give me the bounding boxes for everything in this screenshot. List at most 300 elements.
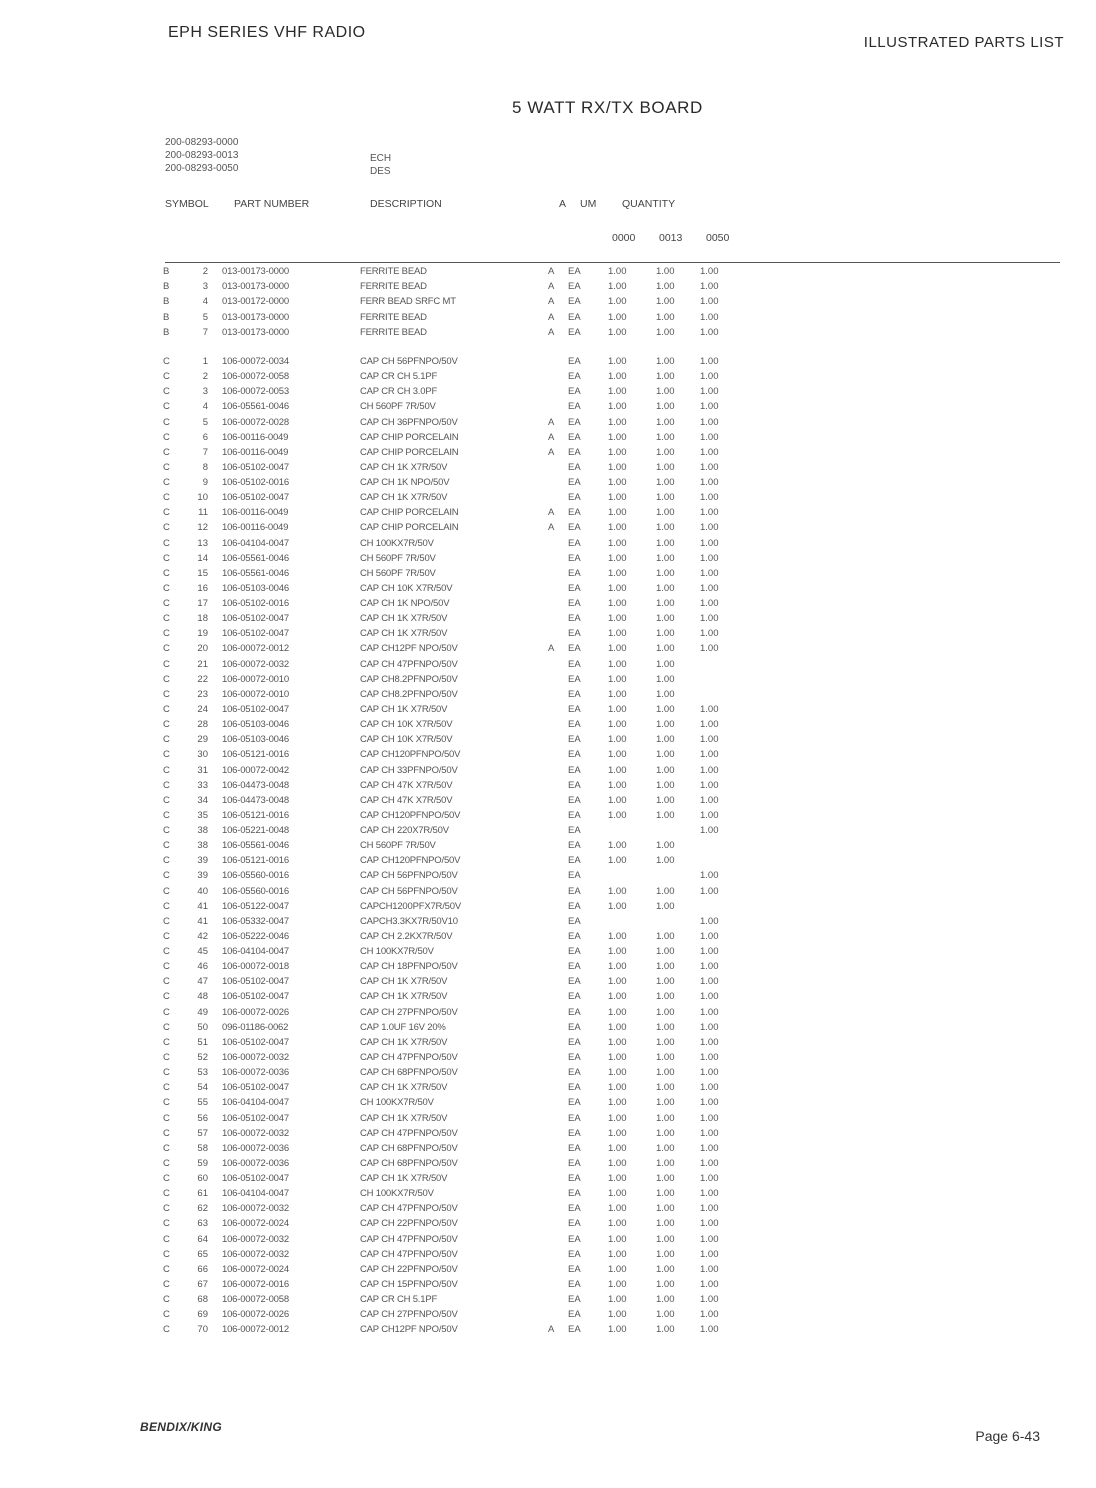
cell-part-number: 106-05103-0046 [222,582,289,594]
cell-qty-0013: 1.00 [656,1157,675,1169]
cell-part-number: 106-00072-0028 [222,416,289,428]
cell-ref-number: 33 [197,779,208,791]
cell-qty-0013: 1.00 [656,567,675,579]
table-row [0,765,1096,777]
cell-unit: EA [568,598,581,610]
cell-symbol: C [163,1309,170,1321]
cell-symbol: C [163,703,170,715]
cell-ref-number: 20 [197,643,208,655]
cell-description: CAP CH 56PFNPO/50V [360,885,458,897]
cell-part-number: 106-00072-0010 [222,688,289,700]
cell-qty-0000: 1.00 [608,386,627,398]
cell-part-number: 106-05560-0016 [222,870,289,882]
cell-qty-0000: 1.00 [608,734,627,746]
cell-symbol: C [163,1278,170,1290]
cell-part-number: 106-00072-0036 [222,1067,289,1079]
cell-qty-0050: 1.00 [700,1324,719,1336]
cell-qty-0000: 1.00 [608,552,627,564]
cell-part-number: 106-05561-0046 [222,567,289,579]
cell-qty-0050: 1.00 [700,779,719,791]
table-row [0,1294,1096,1306]
cell-part-number: 106-00072-0036 [222,1157,289,1169]
cell-part-number: 106-00072-0058 [222,1294,289,1306]
cell-qty-0000: 1.00 [608,1082,627,1094]
cell-ref-number: 66 [197,1263,208,1275]
cell-ref-number: 62 [197,1203,208,1215]
cell-qty-0000: 1.00 [608,1067,627,1079]
cell-unit: EA [568,749,581,761]
cell-part-number: 106-00072-0026 [222,1309,289,1321]
cell-qty-0013: 1.00 [656,840,675,852]
cell-symbol: C [163,1006,170,1018]
cell-part-number: 106-00072-0018 [222,961,289,973]
cell-symbol: C [163,1127,170,1139]
cell-symbol: C [163,688,170,700]
cell-unit: EA [568,1142,581,1154]
cell-ref-number: 54 [197,1082,208,1094]
cell-ref-number: 3 [202,281,208,293]
cell-part-number: 106-04473-0048 [222,779,289,791]
cell-description: CAP CH 56PFNPO/50V [360,356,458,367]
cell-qty-0050: 1.00 [700,401,719,413]
cell-part-number: 106-00116-0049 [222,522,289,534]
cell-part-number: 106-05102-0047 [222,628,289,640]
cell-ref-number: 55 [197,1097,208,1109]
cell-qty-0050: 1.00 [700,552,719,564]
cell-qty-0000: 1.00 [608,613,627,625]
cell-qty-0050: 1.00 [700,794,719,806]
cell-description: CAP CH 1K X7R/50V [360,1112,448,1124]
cell-qty-0000: 1.00 [608,1006,627,1018]
cell-part-number: 106-05121-0016 [222,749,289,761]
cell-qty-0013: 1.00 [656,477,675,489]
cell-qty-0050: 1.00 [700,1278,719,1290]
cell-ref-number: 50 [197,1021,208,1033]
cell-description: CAP CH 1K NPO/50V [360,477,450,489]
cell-ref-number: 13 [197,537,208,549]
col-header-a: A [559,198,567,210]
cell-symbol: C [163,461,170,473]
cell-description: CAP CH 220X7R/50V [360,825,449,837]
cell-qty-0050: 1.00 [700,1021,719,1033]
cell-symbol: C [163,643,170,655]
cell-part-number: 106-05102-0047 [222,461,289,473]
cell-qty-0050: 1.00 [700,628,719,640]
cell-qty-0000: 1.00 [608,416,627,428]
cell-qty-0000: 1.00 [608,688,627,700]
cell-unit: EA [568,537,581,549]
cell-qty-0050: 1.00 [700,431,719,443]
cell-qty-0050: 1.00 [700,764,719,776]
board-title: 5 WATT RX/TX BOARD [512,98,703,117]
cell-unit: EA [568,1188,581,1200]
cell-qty-0050: 1.00 [700,477,719,489]
cell-unit: EA [568,840,581,852]
table-row [0,296,1096,308]
cell-part-number: 106-00072-0053 [222,386,289,398]
cell-qty-0013: 1.00 [656,266,675,277]
cell-unit: EA [568,507,581,519]
cell-qty-0000: 1.00 [608,1248,627,1260]
cell-qty-0050: 1.00 [700,719,719,731]
cell-description: CAP CH 1K X7R/50V [360,1082,448,1094]
cell-part-number: 013-00173-0000 [222,281,289,293]
cell-unit: EA [568,1006,581,1018]
cell-ref-number: 51 [197,1036,208,1048]
cell-qty-0050: 1.00 [700,930,719,942]
table-row [0,855,1096,867]
table-row [0,432,1096,444]
table-row [0,1128,1096,1140]
cell-symbol: C [163,1233,170,1245]
cell-ref-number: 23 [197,688,208,700]
cell-symbol: C [163,900,170,912]
cell-unit: EA [568,266,581,277]
cell-symbol: C [163,371,170,383]
cell-qty-0013: 1.00 [656,1233,675,1245]
cell-unit: EA [568,1278,581,1290]
table-row [0,1052,1096,1064]
cell-part-number: 106-00116-0049 [222,507,289,519]
cell-qty-0050: 1.00 [700,991,719,1003]
cell-description: CAP CH 1K X7R/50V [360,492,448,504]
cell-qty-0050: 1.00 [700,1067,719,1079]
cell-description: CH 560PF 7R/50V [360,552,436,564]
table-row [0,628,1096,640]
footer-brand: BENDIX/KING [140,1420,222,1434]
table-row [0,1234,1096,1246]
cell-qty-0013: 1.00 [656,446,675,458]
cell-symbol: C [163,1263,170,1275]
cell-unit: EA [568,628,581,640]
cell-qty-0000: 1.00 [608,628,627,640]
cell-qty-0013: 1.00 [656,598,675,610]
cell-a-flag: A [548,281,555,293]
cell-ref-number: 19 [197,628,208,640]
cell-qty-0000: 1.00 [608,431,627,443]
cell-ref-number: 42 [197,930,208,942]
cell-qty-0050: 1.00 [700,371,719,383]
cell-qty-0013: 1.00 [656,1067,675,1079]
cell-symbol: C [163,885,170,897]
cell-description: CAP CH8.2PFNPO/50V [360,688,458,700]
col-header-part-number: PART NUMBER [234,198,310,210]
cell-unit: EA [568,703,581,715]
cell-unit: EA [568,673,581,685]
table-row [0,1082,1096,1094]
cell-unit: EA [568,477,581,489]
cell-symbol: C [163,1082,170,1094]
cell-qty-0013: 1.00 [656,522,675,534]
table-row [0,901,1096,913]
cell-description: CAP CH 1K X7R/50V [360,976,448,988]
cell-qty-0000: 1.00 [608,1173,627,1185]
cell-qty-0013: 1.00 [656,371,675,383]
cell-a-flag: A [548,1324,555,1336]
cell-ref-number: 1 [202,356,208,367]
cell-part-number: 106-00072-0058 [222,371,289,383]
cell-unit: EA [568,371,581,383]
cell-qty-0013: 1.00 [656,719,675,731]
table-row [0,538,1096,550]
cell-symbol: C [163,477,170,489]
table-row [0,810,1096,822]
table-row [0,598,1096,610]
cell-description: CAP CH 18PFNPO/50V [360,961,458,973]
table-row [0,312,1096,324]
cell-ref-number: 29 [197,734,208,746]
cell-part-number: 013-00173-0000 [222,326,289,338]
cell-ref-number: 45 [197,946,208,958]
cell-unit: EA [568,1309,581,1321]
cell-part-number: 106-05102-0047 [222,1036,289,1048]
cell-qty-0000: 1.00 [608,703,627,715]
cell-part-number: 106-00072-0032 [222,658,289,670]
cell-description: FERR BEAD SRFC MT [360,296,456,308]
cell-qty-0013: 1.00 [656,1082,675,1094]
cell-symbol: C [163,446,170,458]
cell-qty-0000: 1.00 [608,311,627,323]
table-row [0,689,1096,701]
col-header-um: UM [580,198,597,210]
cell-part-number: 106-00072-0016 [222,1278,289,1290]
cell-symbol: C [163,764,170,776]
cell-qty-0000: 1.00 [608,1218,627,1230]
cell-a-flag: A [548,522,555,534]
table-row [0,1143,1096,1155]
assembly-description: ECH [370,153,392,164]
cell-qty-0013: 1.00 [656,930,675,942]
cell-part-number: 106-00072-0010 [222,673,289,685]
cell-unit: EA [568,1082,581,1094]
cell-qty-0000: 1.00 [608,1051,627,1063]
cell-qty-0013: 1.00 [656,703,675,715]
table-row [0,1188,1096,1200]
cell-qty-0050: 1.00 [700,825,719,837]
cell-symbol: C [163,915,170,927]
cell-qty-0000: 1.00 [608,643,627,655]
cell-symbol: C [163,1036,170,1048]
cell-part-number: 106-05102-0047 [222,1112,289,1124]
cell-qty-0013: 1.00 [656,311,675,323]
cell-description: CAP CH120PFNPO/50V [360,855,461,867]
col-header-symbol: SYMBOL [165,198,209,210]
cell-ref-number: 63 [197,1218,208,1230]
cell-symbol: C [163,598,170,610]
cell-description: CAP CHIP PORCELAIN [360,522,459,534]
cell-qty-0050: 1.00 [700,870,719,882]
table-row [0,477,1096,489]
table-row [0,356,1096,368]
cell-unit: EA [568,567,581,579]
cell-qty-0013: 1.00 [656,658,675,670]
cell-description: CAP CH 47PFNPO/50V [360,1127,458,1139]
cell-qty-0000: 1.00 [608,266,627,277]
cell-unit: EA [568,431,581,443]
cell-unit: EA [568,1021,581,1033]
cell-description: CAP CH 56PFNPO/50V [360,870,458,882]
cell-part-number: 106-05121-0016 [222,855,289,867]
cell-qty-0050: 1.00 [700,1173,719,1185]
cell-unit: EA [568,779,581,791]
cell-unit: EA [568,1127,581,1139]
cell-ref-number: 48 [197,991,208,1003]
cell-description: CAP CH 22PFNPO/50V [360,1263,458,1275]
cell-symbol: C [163,855,170,867]
cell-symbol: C [163,552,170,564]
cell-unit: EA [568,809,581,821]
cell-qty-0013: 1.00 [656,1188,675,1200]
cell-description: CAP CHIP PORCELAIN [360,431,459,443]
cell-part-number: 106-00072-0032 [222,1233,289,1245]
cell-qty-0050: 1.00 [700,1233,719,1245]
cell-unit: EA [568,326,581,338]
cell-qty-0013: 1.00 [656,885,675,897]
cell-part-number: 106-05102-0047 [222,991,289,1003]
cell-part-number: 106-00116-0049 [222,446,289,458]
cell-qty-0013: 1.00 [656,356,675,367]
table-row [0,386,1096,398]
cell-qty-0050: 1.00 [700,1006,719,1018]
cell-description: CAP CH 10K X7R/50V [360,582,453,594]
cell-qty-0050: 1.00 [700,915,719,927]
cell-symbol: C [163,719,170,731]
cell-part-number: 106-00072-0036 [222,1142,289,1154]
cell-qty-0000: 1.00 [608,1203,627,1215]
table-row [0,507,1096,519]
cell-ref-number: 65 [197,1248,208,1260]
cell-symbol: C [163,840,170,852]
cell-qty-0013: 1.00 [656,628,675,640]
col-header-qty-0013: 0013 [659,232,683,244]
cell-qty-0050: 1.00 [700,296,719,308]
table-row [0,327,1096,339]
cell-qty-0000: 1.00 [608,794,627,806]
cell-part-number: 106-05561-0046 [222,552,289,564]
cell-symbol: C [163,870,170,882]
cell-symbol: C [163,961,170,973]
cell-ref-number: 38 [197,825,208,837]
cell-part-number: 013-00172-0000 [222,296,289,308]
cell-qty-0050: 1.00 [700,266,719,277]
cell-unit: EA [568,1036,581,1048]
cell-qty-0013: 1.00 [656,961,675,973]
cell-part-number: 106-04473-0048 [222,794,289,806]
cell-qty-0000: 1.00 [608,582,627,594]
cell-qty-0013: 1.00 [656,386,675,398]
cell-description: CH 560PF 7R/50V [360,567,436,579]
cell-qty-0000: 1.00 [608,1127,627,1139]
cell-part-number: 106-00072-0032 [222,1051,289,1063]
cell-qty-0000: 1.00 [608,809,627,821]
cell-symbol: C [163,976,170,988]
cell-ref-number: 68 [197,1294,208,1306]
cell-qty-0000: 1.00 [608,885,627,897]
cell-part-number: 106-05102-0047 [222,703,289,715]
cell-part-number: 106-05121-0016 [222,809,289,821]
cell-ref-number: 70 [197,1324,208,1336]
cell-description: CAP CH120PFNPO/50V [360,749,461,761]
cell-symbol: B [163,296,170,308]
cell-part-number: 106-04104-0047 [222,1097,289,1109]
cell-qty-0013: 1.00 [656,1097,675,1109]
cell-qty-0013: 1.00 [656,537,675,549]
cell-qty-0000: 1.00 [608,991,627,1003]
assembly-number: 200-08293-0050 [165,163,239,174]
table-row [0,870,1096,882]
cell-ref-number: 52 [197,1051,208,1063]
cell-part-number: 106-00072-0032 [222,1127,289,1139]
cell-qty-0050: 1.00 [700,1203,719,1215]
table-row [0,401,1096,413]
cell-part-number: 106-05102-0016 [222,477,289,489]
cell-ref-number: 6 [202,431,208,443]
table-row [0,447,1096,459]
cell-ref-number: 2 [202,371,208,383]
cell-ref-number: 8 [202,461,208,473]
cell-ref-number: 14 [197,552,208,564]
cell-description: CAPCH3.3KX7R/50V10 [360,915,458,927]
cell-qty-0013: 1.00 [656,1021,675,1033]
cell-part-number: 106-05103-0046 [222,719,289,731]
cell-qty-0050: 1.00 [700,1097,719,1109]
cell-qty-0013: 1.00 [656,582,675,594]
cell-description: CAP CHIP PORCELAIN [360,446,459,458]
cell-part-number: 106-00072-0012 [222,643,289,655]
cell-qty-0000: 1.00 [608,507,627,519]
cell-description: FERRITE BEAD [360,326,427,338]
cell-part-number: 106-00072-0026 [222,1006,289,1018]
cell-symbol: C [163,991,170,1003]
cell-unit: EA [568,1294,581,1306]
cell-description: CAP CH 68PFNPO/50V [360,1067,458,1079]
cell-qty-0050: 1.00 [700,961,719,973]
cell-ref-number: 58 [197,1142,208,1154]
cell-description: CH 560PF 7R/50V [360,401,436,413]
cell-part-number: 106-05102-0016 [222,598,289,610]
cell-ref-number: 11 [198,507,208,519]
cell-ref-number: 56 [197,1112,208,1124]
cell-ref-number: 24 [197,703,208,715]
cell-description: CAP CR CH 3.0PF [360,386,438,398]
table-row [0,825,1096,837]
cell-part-number: 106-05561-0046 [222,840,289,852]
cell-ref-number: 7 [202,446,208,458]
cell-unit: EA [568,976,581,988]
cell-unit: EA [568,764,581,776]
cell-unit: EA [568,719,581,731]
cell-qty-0000: 1.00 [608,961,627,973]
cell-ref-number: 30 [197,749,208,761]
cell-description: CAP CH 1K X7R/50V [360,1036,448,1048]
cell-qty-0013: 1.00 [656,1173,675,1185]
cell-qty-0013: 1.00 [656,1278,675,1290]
cell-qty-0000: 1.00 [608,1294,627,1306]
cell-symbol: B [163,326,170,338]
cell-qty-0013: 1.00 [656,1309,675,1321]
cell-symbol: C [163,809,170,821]
cell-symbol: C [163,658,170,670]
cell-part-number: 013-00173-0000 [222,266,289,277]
cell-part-number: 106-00116-0049 [222,431,289,443]
cell-symbol: C [163,1157,170,1169]
table-row [0,795,1096,807]
cell-ref-number: 49 [197,1006,208,1018]
cell-description: CAP CH 27PFNPO/50V [360,1006,458,1018]
cell-ref-number: 4 [202,296,208,308]
cell-qty-0050: 1.00 [700,326,719,338]
cell-part-number: 106-05222-0046 [222,930,289,942]
